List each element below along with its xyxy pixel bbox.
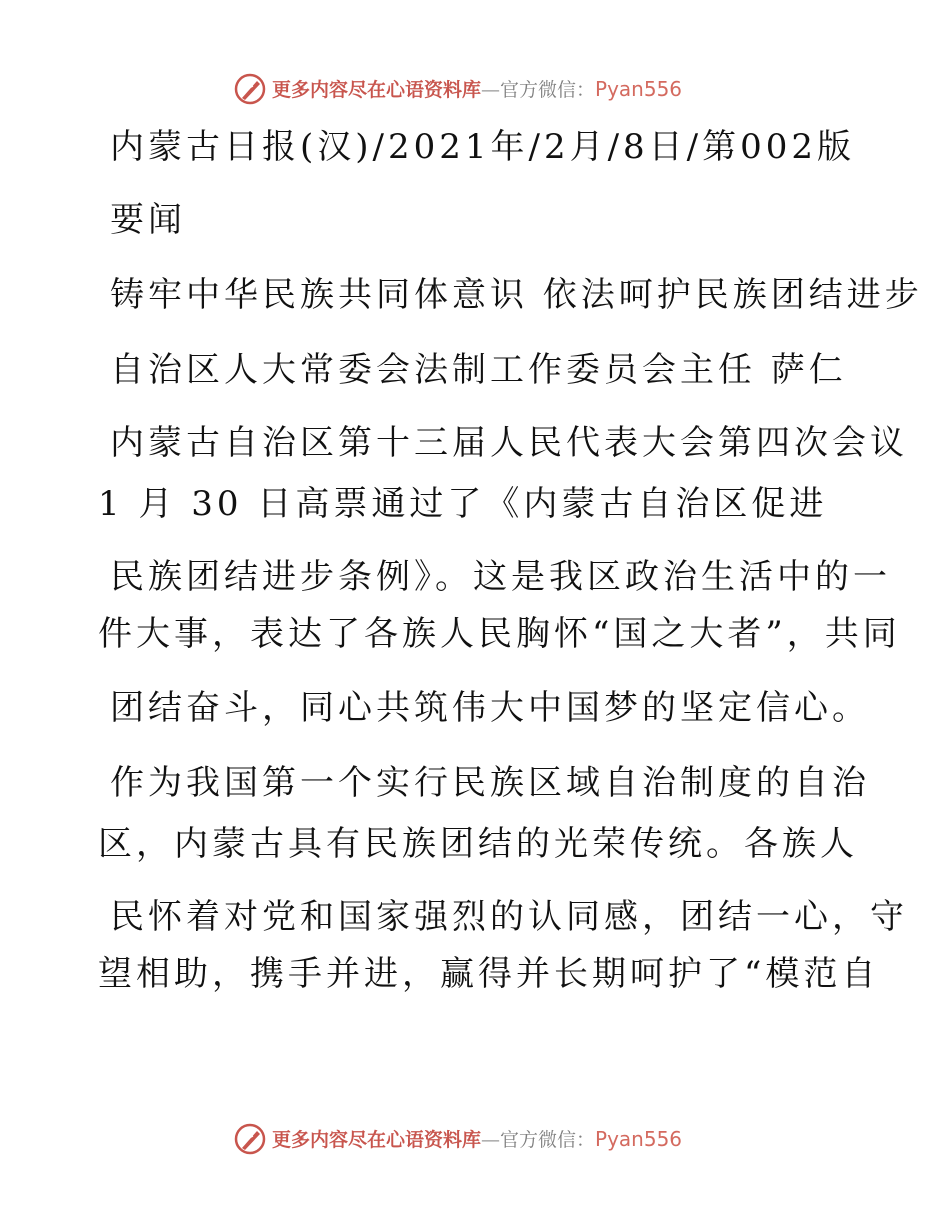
watermark-label: 官方微信： bbox=[500, 79, 596, 101]
article-section: 要闻 bbox=[110, 200, 186, 240]
article-headline: 铸牢中华民族共同体意识 依法呵护民族团结进步 bbox=[110, 275, 923, 315]
watermark-separator: — bbox=[481, 1129, 501, 1151]
watermark-separator: — bbox=[481, 79, 501, 101]
footer-watermark-banner bbox=[0, 1120, 950, 1160]
body-line: 团结奋斗，同心共筑伟大中国梦的坚定信心。 bbox=[110, 688, 870, 728]
body-line: 区，内蒙古具有民族团结的光荣传统。各族人 bbox=[98, 824, 858, 864]
watermark-label: 官方微信： bbox=[500, 1129, 596, 1151]
quill-pen-logo-icon bbox=[233, 72, 267, 106]
body-line: 作为我国第一个实行民族区域自治制度的自治 bbox=[110, 763, 870, 803]
body-line: 1 月 30 日高票通过了《内蒙古自治区促进 bbox=[98, 484, 828, 524]
body-line: 民怀着对党和国家强烈的认同感，团结一心，守 bbox=[110, 897, 908, 937]
header-watermark-banner bbox=[0, 70, 950, 110]
watermark-wechat-id: Pyan556 bbox=[595, 77, 683, 101]
watermark-prefix: 更多内容尽在心语资料库 bbox=[272, 1129, 482, 1151]
watermark-text bbox=[272, 1127, 682, 1152]
body-line: 望相助，携手并进，赢得并长期呵护了“模范自 bbox=[98, 954, 880, 994]
watermark-prefix: 更多内容尽在心语资料库 bbox=[272, 79, 482, 101]
article-source-line: 内蒙古日报(汉)/2021年/2月/8日/第002版 bbox=[110, 127, 856, 167]
watermark-text bbox=[272, 77, 682, 102]
body-line: 件大事，表达了各族人民胸怀“国之大者”，共同 bbox=[98, 614, 901, 654]
body-line: 内蒙古自治区第十三届人民代表大会第四次会议 bbox=[110, 423, 908, 463]
watermark-wechat-id: Pyan556 bbox=[595, 1127, 683, 1151]
article-byline: 自治区人大常委会法制工作委员会主任 萨仁 bbox=[110, 350, 847, 390]
quill-pen-logo-icon bbox=[233, 1122, 267, 1156]
body-line: 民族团结进步条例》。这是我区政治生活中的一 bbox=[110, 557, 891, 597]
